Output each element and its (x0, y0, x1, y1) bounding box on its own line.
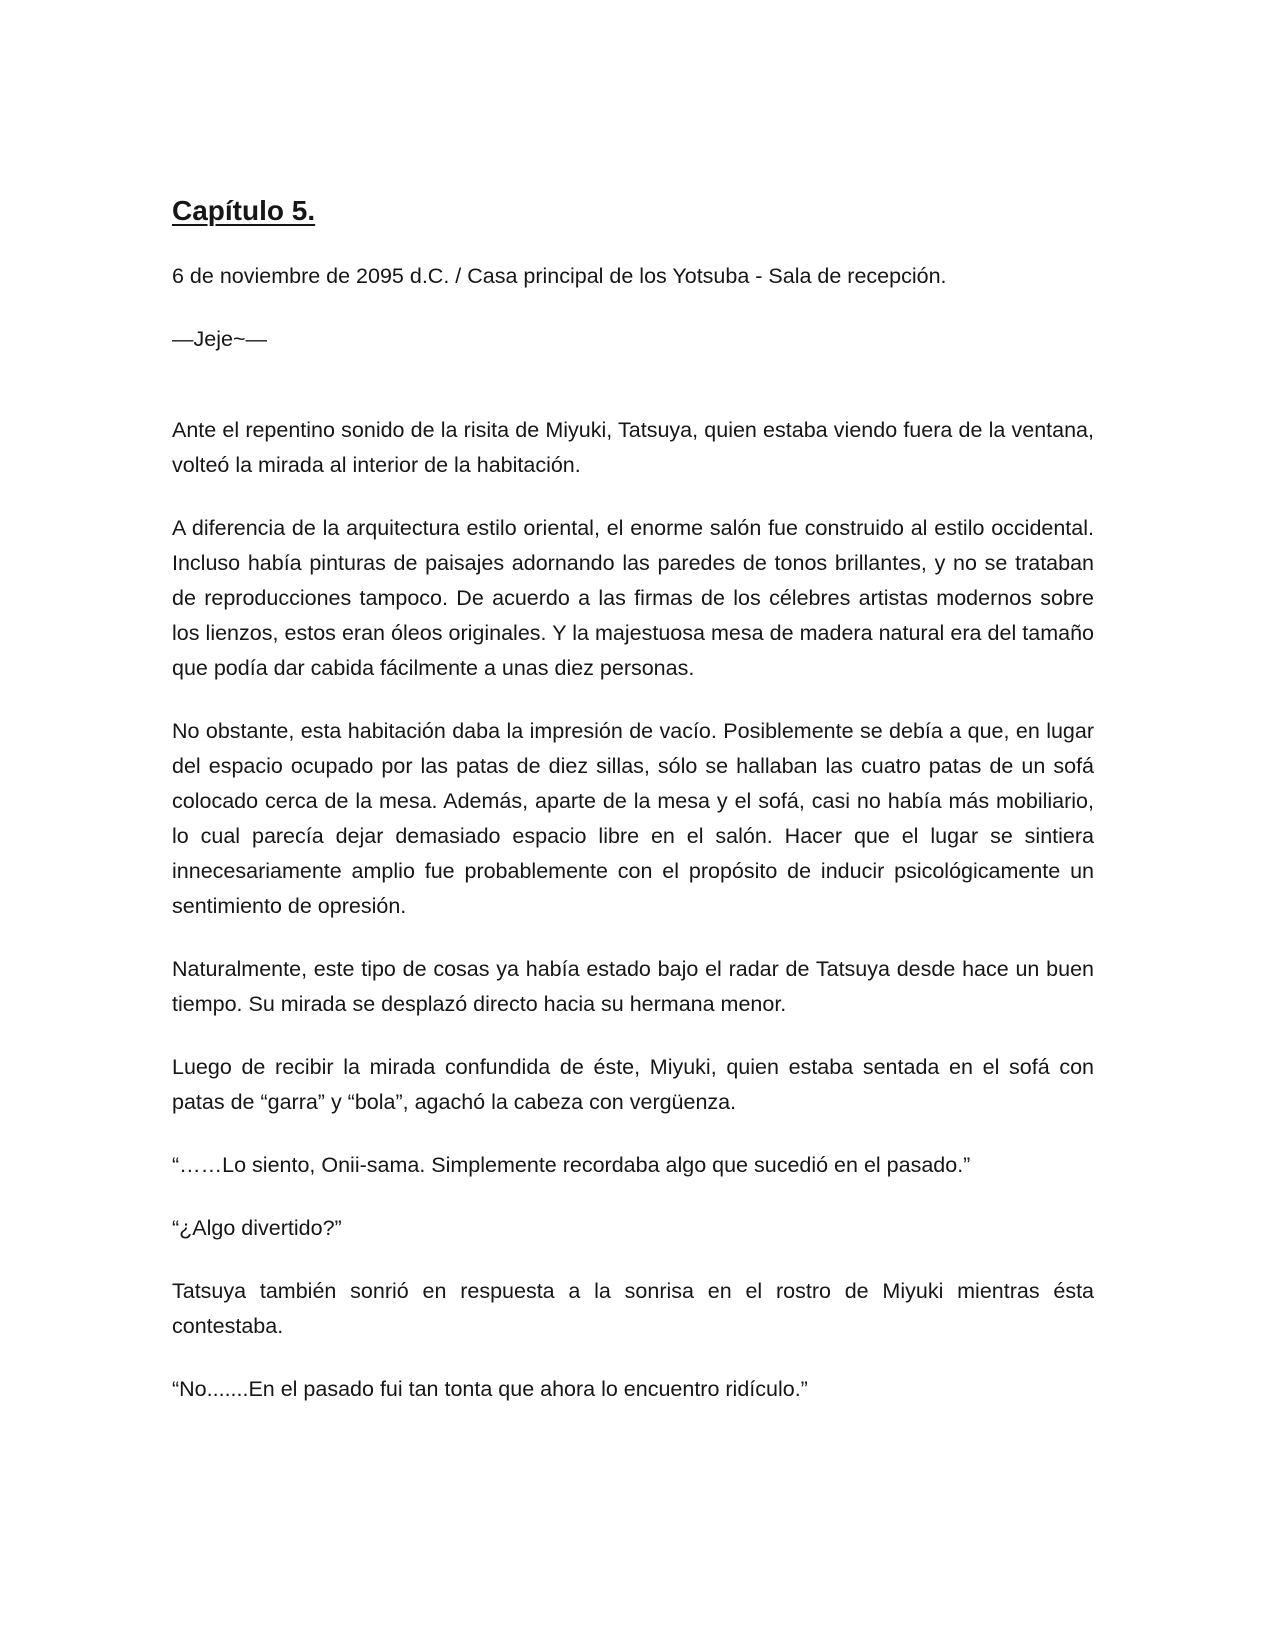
dialogue-miyuki-answer: “No.......En el pasado fui tan tonta que ahora lo encuentro ridículo.” (172, 1377, 808, 1401)
giggle-sfx-line: —Jeje~— (172, 327, 267, 351)
date-location-line: 6 de noviembre de 2095 d.C. / Casa principal de los Yotsuba - Sala de recepción. (172, 264, 947, 288)
paragraph-tatsuya-radar: Naturalmente, este tipo de cosas ya había estado bajo el radar de Tatsuya desde hace un buen tiempo. Su mirada se desplazó directo hacia su hermana menor. (172, 957, 1094, 1016)
chapter-heading: Capítulo 5. (172, 195, 316, 226)
paragraph-miyuki-embarrassed: Luego de recibir la mirada confundida de éste, Miyuki, quien estaba sentada en el sofá con patas de “garra” y “bola”, agachó la cabeza con vergüenza. (172, 1055, 1094, 1114)
paragraph-tatsuya-smiles: Tatsuya también sonrió en respuesta a la sonrisa en el rostro de Miyuki mientras ésta contestaba. (172, 1279, 1094, 1338)
document-content (172, 192, 1094, 1435)
dialogue-miyuki-apology: “……Lo siento, Onii-sama. Simplemente recordaba algo que sucedió en el pasado.” (172, 1153, 971, 1177)
paragraph-salon-description: A diferencia de la arquitectura estilo oriental, el enorme salón fue construido al estilo occidental. Incluso había pinturas de paisajes adornando las paredes de tonos brillantes, y no se trataban de reproducciones tampoco. De acuerdo a las firmas de los célebres artistas modernos sobre los lienzos, estos eran óleos originales. Y la majestuosa mesa de madera natural era del tamaño que podía dar cabida fácilmente a unas diez personas. (172, 516, 1094, 680)
paragraph-empty-impression: No obstante, esta habitación daba la impresión de vacío. Posiblemente se debía a que, en lugar del espacio ocupado por las patas de diez sillas, sólo se hallaban las cuatro patas de un sofá colocado cerca de la mesa. Además, aparte de la mesa y el sofá, casi no había más mobiliario, lo cual parecía dejar demasiado espacio libre en el salón. Hacer que el lugar se sintiera innecesariamente amplio fue probablemente con el propósito de inducir psicológicamente un sentimiento de opresión. (172, 719, 1094, 918)
dialogue-tatsuya-question: “¿Algo divertido?” (172, 1216, 342, 1240)
paragraph-tatsuya-turns: Ante el repentino sonido de la risita de Miyuki, Tatsuya, quien estaba viendo fuera de la ventana, volteó la mirada al interior de la habitación. (172, 418, 1094, 477)
